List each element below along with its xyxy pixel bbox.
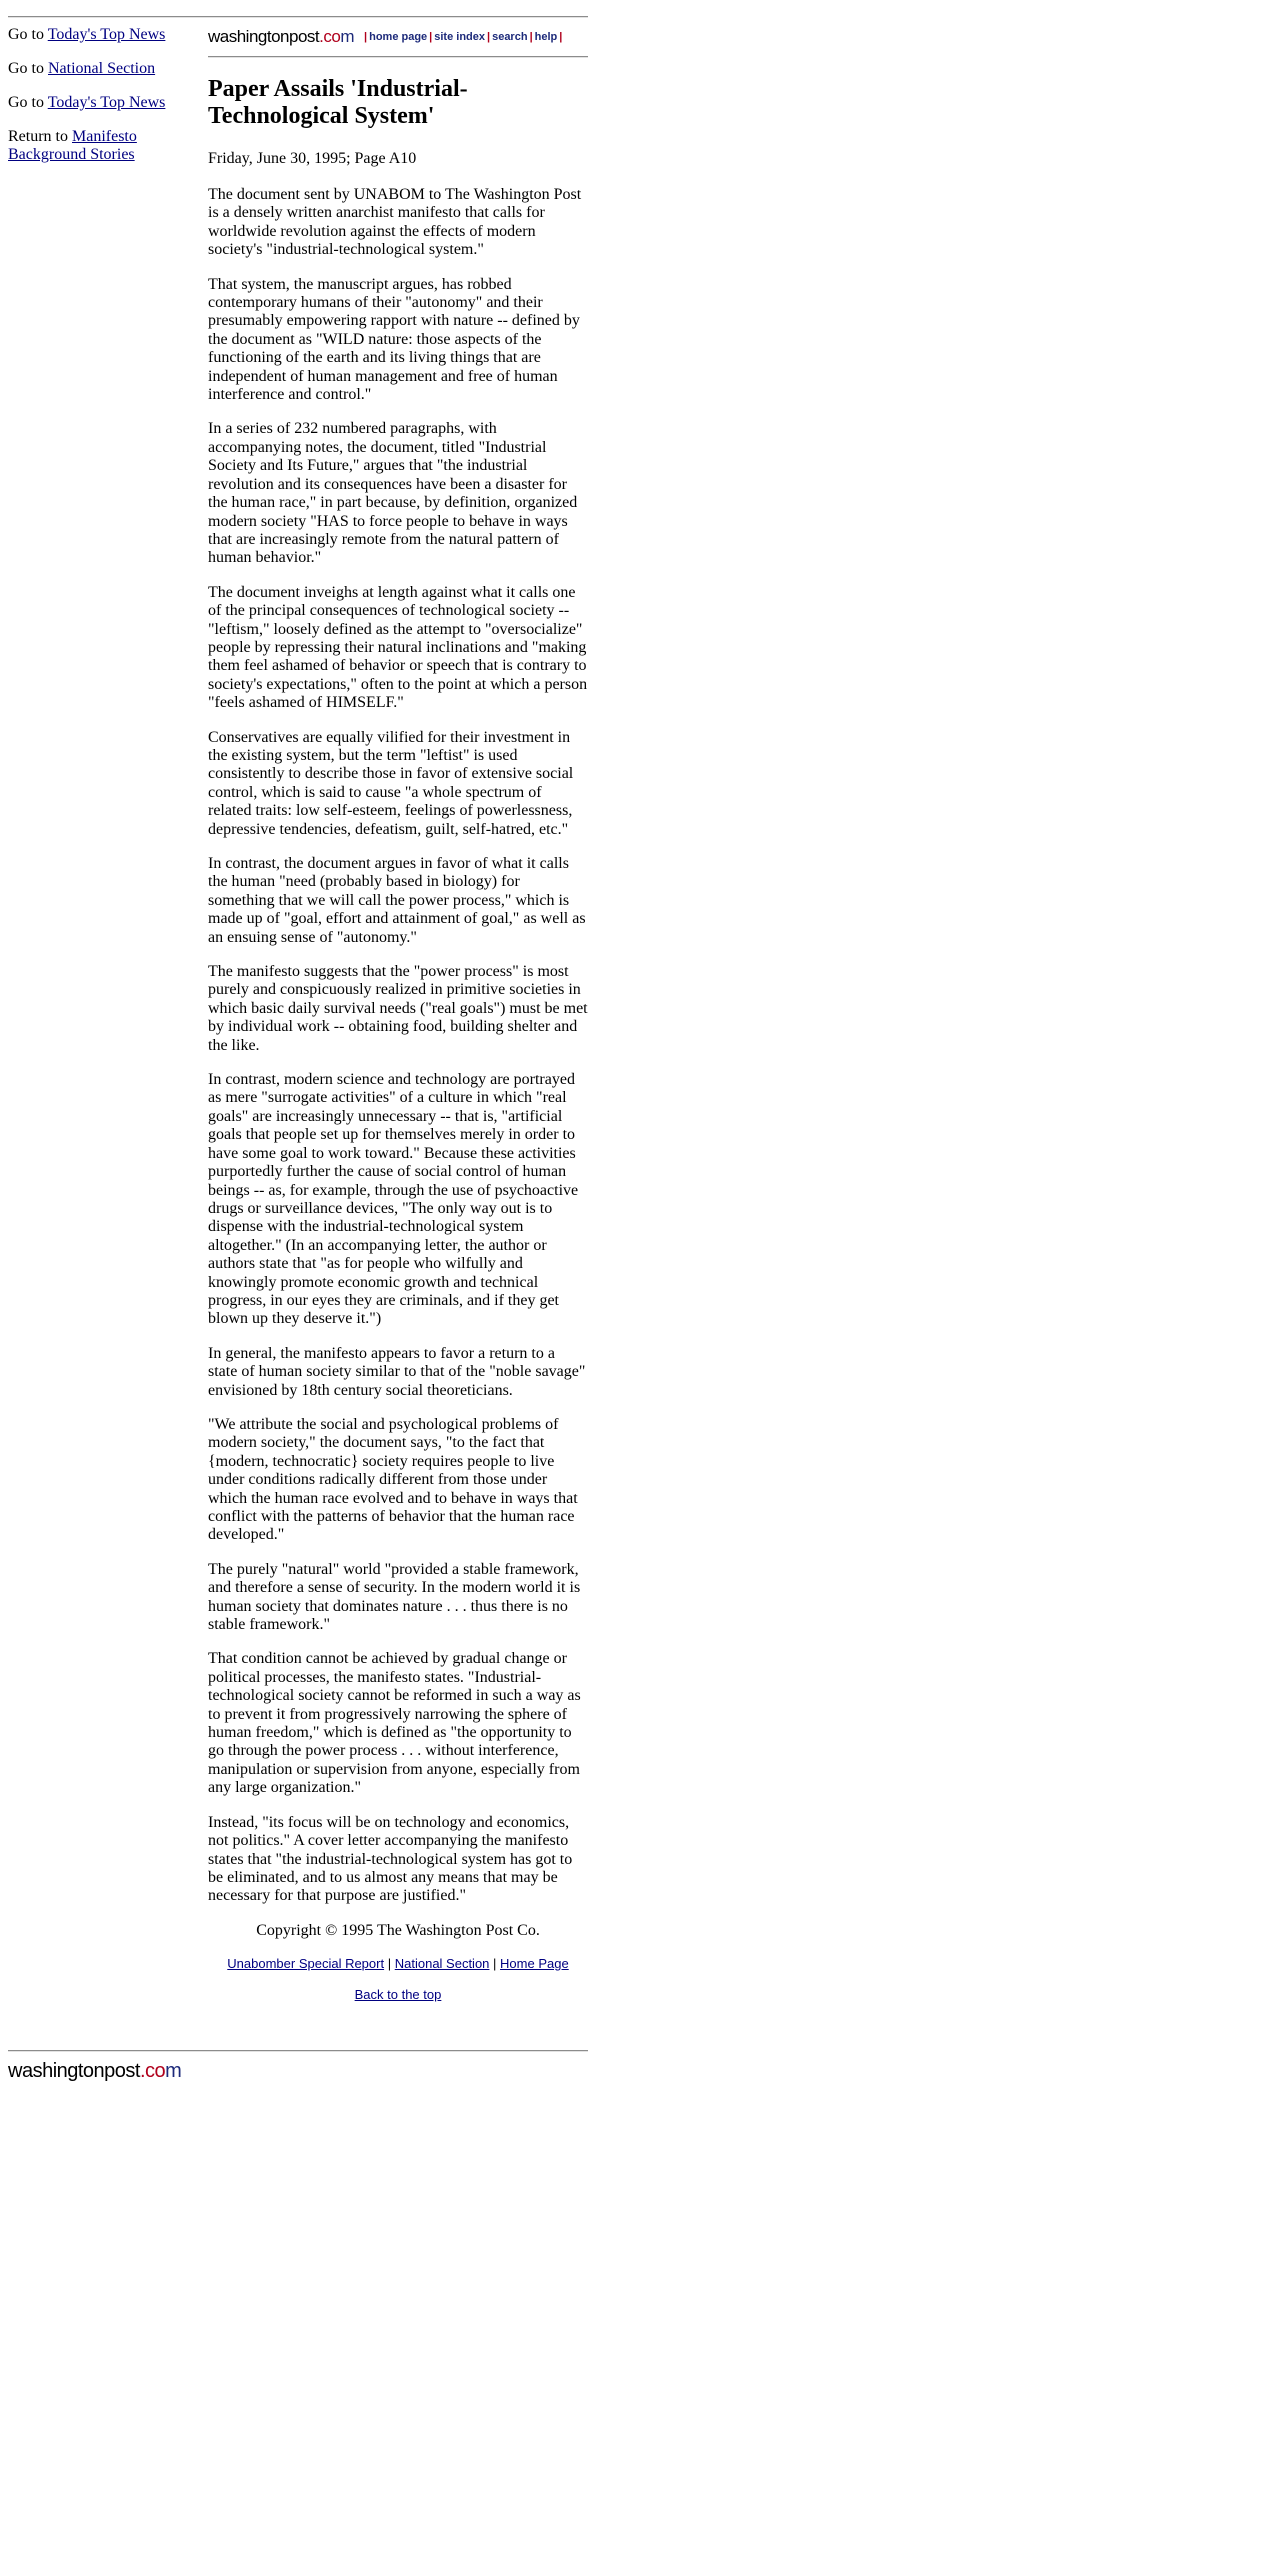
bottom-section bbox=[8, 2050, 588, 2083]
footer-links: Unabomber Special Report | National Section | Home Page bbox=[227, 1955, 569, 1971]
article-paragraph: That system, the manuscript argues, has robbed contemporary humans of their "autonomy" and their presumably empowering rapport with nature -- defined by the document as "WILD nature: those aspects of the functioning of the earth and its living things that are independent of human management and free of human interference and control." bbox=[208, 275, 580, 404]
copyright-notice: Copyright © 1995 The Washington Post Co. bbox=[256, 1921, 540, 1939]
site-navbar bbox=[208, 26, 588, 48]
main-column bbox=[208, 18, 588, 2018]
unabomber-report-link[interactable]: Unabomber Special Report bbox=[227, 1955, 385, 1971]
article-body bbox=[208, 186, 588, 1906]
article-paragraph: The document inveighs at length against what it calls one of the principal consequences of technological society -- "leftism," loosely defined as the attempt to "oversocialize" people by repressing their natural inclinations and "making them feel ashamed of behavior or speech that is contrary to society's expectations," often to the point at which a person "feels ashamed of HIMSELF." bbox=[208, 583, 588, 712]
article-paragraph: The manifesto suggests that the "power process" is most purely and conspicuously realized in primitive societies in which basic daily survival needs ("real goals") must be met by individual work -- obtaining food, building shelter and the like. bbox=[208, 963, 588, 1054]
nav-site-index[interactable]: site index bbox=[434, 31, 485, 43]
article-dateline: Friday, June 30, 1995; Page A10 bbox=[208, 150, 417, 167]
page-wrapper bbox=[8, 16, 588, 2083]
layout-columns bbox=[8, 18, 588, 2018]
header-divider bbox=[208, 56, 588, 58]
footer-national-section-link[interactable]: National Section bbox=[394, 1955, 490, 1971]
washingtonpost-footer-logo[interactable]: washingtonpost.com bbox=[8, 2059, 182, 2082]
article-paragraph: In general, the manifesto appears to favor a return to a state of human society similar to that of the "noble savage" envisioned by 18th century social theoreticians. bbox=[208, 1344, 586, 1399]
manifesto-background-link[interactable]: Manifesto Background Stories bbox=[8, 128, 137, 163]
article-paragraph: In contrast, modern science and technology are portrayed as mere "surrogate activities" of a culture in which "real goals" are increasingly unnecessary -- that is, "artificial goals that people set up for themselves merely in order to have some goal to work toward." Because these activities purportedly further the cause of social control of human beings -- as, for example, through the use of psychoactive drugs or surveillance devices, "The only way out is to dispense with the industrial-technological system altogether." (In an accompanying letter, the author or authors state that "as for people who wilfully and knowingly promote economic growth and technical progress, in our eyes they are criminals, and if they get blown up they deserve it.") bbox=[208, 1071, 579, 1328]
site-nav: | home page | site index | search | help | bbox=[364, 31, 563, 43]
article-paragraph: That condition cannot be achieved by gradual change or political processes, the manifesto states. "Industrial-technological society cannot be reformed in such a way as to prevent it from progressively narrowing the sphere of human freedom," which is defined as "the opportunity to go through the power process . . . without interference, manipulation or supervision from anyone, especially from any large organization." bbox=[208, 1650, 581, 1797]
sidebar-link-top-news: Go to Today's Top News bbox=[8, 26, 166, 43]
sidebar-link-top-news-2: Go to Today's Top News bbox=[8, 94, 166, 111]
footer-home-page-link[interactable]: Home Page bbox=[500, 1955, 569, 1971]
back-to-top-row bbox=[208, 1987, 588, 2002]
article-paragraph: The purely "natural" world "provided a stable framework, and therefore a sense of security. In the modern world it is human society that dominates nature . . . thus there is no stable framework." bbox=[208, 1560, 581, 1634]
article-paragraph: In a series of 232 numbered paragraphs, with accompanying notes, the document, titled "Industrial Society and Its Future," argues that "the industrial revolution and its consequences have been a disaster for the human race," in part because, by definition, organized modern society "HAS to force people to behave in ways that are increasingly remote from the natural pattern of human behavior." bbox=[208, 420, 578, 567]
article-paragraph: Conservatives are equally vilified for their investment in the existing system, but the term "leftist" is used consistently to describe those in favor of extensive social control, which is said to cause "a whole spectrum of related traits: low self-esteem, feelings of powerlessness, depressive tendencies, defeatism, guilt, self-hatred, etc." bbox=[208, 728, 574, 838]
nav-search[interactable]: search bbox=[492, 31, 528, 43]
article-paragraph: "We attribute the social and psychological problems of modern society," the document says, "to the fact that {modern, technocratic} society requires people to live under conditions radically different from those under which the human race evolved and to behave in ways that conflict with the patterns of behavior that the human race developed." bbox=[208, 1415, 578, 1544]
nav-home-page[interactable]: home page bbox=[369, 31, 428, 43]
article-paragraph: Instead, "its focus will be on technology and economics, not politics." A cover letter accompanying the manifesto states that "the industrial-technological system has got to be eliminated, and to us almost any means that may be necessary for that purpose are justified." bbox=[208, 1813, 573, 1905]
washingtonpost-logo[interactable]: washingtonpost.com bbox=[208, 27, 355, 46]
article-title: Paper Assails 'Industrial-Technological System' bbox=[208, 76, 468, 129]
sidebar-link-national: Go to National Section bbox=[8, 60, 156, 77]
nav-help[interactable]: help bbox=[534, 31, 558, 43]
todays-top-news-link[interactable]: Today's Top News bbox=[47, 26, 166, 43]
national-section-link[interactable]: National Section bbox=[48, 60, 156, 77]
article-paragraph: In contrast, the document argues in favor of what it calls the human "need (probably based in biology) for something that we will call the power process," which is made up of "goal, effort and attainment of goal," as well as an ensuing sense of "autonomy." bbox=[208, 855, 586, 946]
bottom-divider bbox=[8, 2050, 588, 2052]
sidebar-link-manifesto: Return to Manifesto Background Stories bbox=[8, 128, 137, 163]
todays-top-news-link-2[interactable]: Today's Top News bbox=[47, 94, 166, 111]
back-to-top-link[interactable]: Back to the top bbox=[354, 1986, 442, 2002]
left-sidebar bbox=[8, 18, 208, 2018]
article-paragraph: The document sent by UNABOM to The Washington Post is a densely written anarchist manifesto that calls for worldwide revolution against the effects of modern society's "industrial-technological system." bbox=[208, 186, 582, 259]
